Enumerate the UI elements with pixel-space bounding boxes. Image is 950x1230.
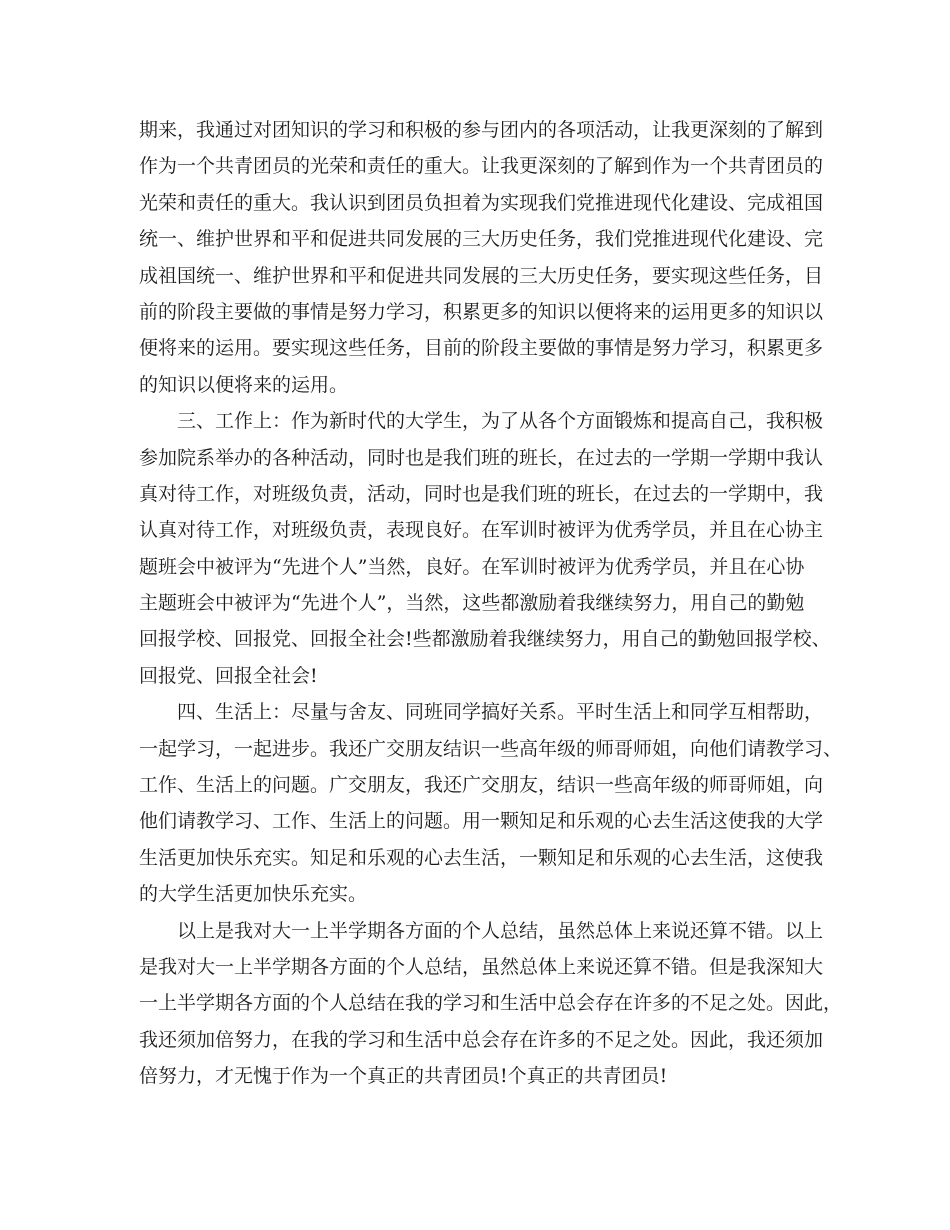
paragraph (139, 913, 843, 1095)
text-line: 真对待工作，对班级负责，活动，同时也是我们班的班长，在过去的一学期中，我 (139, 482, 824, 505)
document-body (139, 112, 843, 1095)
text-line: 是我对大一上半学期各方面的个人总结，虽然总体上来说还算不错。但是我深知大 (139, 955, 824, 978)
text-line: 回报学校、回报党、回报全社会!些都激励着我继续努力，用自己的勤勉回报学校、 (139, 628, 831, 651)
text-line: 主题班会中被评为“先进个人”，当然，这些都激励着我继续努力，用自己的勤勉 (139, 592, 805, 615)
text-line: 题班会中被评为“先进个人”当然，良好。在军训时被评为优秀学员，并且在心协 (139, 555, 805, 578)
text-line: 生活更加快乐充实。知足和乐观的心去生活，一颗知足和乐观的心去生活，这使我 (139, 846, 824, 869)
text-line: 作为一个共青团员的光荣和责任的重大。让我更深刻的了解到作为一个共青团员的 (139, 155, 824, 178)
text-line: 期来，我通过对团知识的学习和积极的参与团内的各项活动，让我更深刻的了解到 (139, 119, 824, 141)
text-line: 成祖国统一、维护世界和平和促进共同发展的三大历史任务，要实现这些任务，目 (139, 264, 824, 287)
text-line: 前的阶段主要做的事情是努力学习，积累更多的知识以便将来的运用更多的知识以 (139, 300, 824, 323)
paragraph (139, 694, 843, 912)
text-line: 三、工作上：作为新时代的大学生，为了从各个方面锻炼和提高自己，我积极 (177, 410, 824, 433)
paragraph (139, 112, 824, 403)
text-line: 的大学生活更加快乐充实。 (139, 883, 368, 906)
text-line: 的知识以便将来的运用。 (139, 373, 349, 396)
text-line: 认真对待工作，对班级负责，表现良好。在军训时被评为优秀学员，并且在心协主 (139, 519, 824, 542)
text-line: 参加院系举办的各种活动，同时也是我们班的班长，在过去的一学期一学期中我认 (139, 446, 824, 469)
text-line: 便将来的运用。要实现这些任务，目前的阶段主要做的事情是努力学习，积累更多 (139, 337, 824, 360)
text-line: 我还须加倍努力，在我的学习和生活中总会存在许多的不足之处。因此，我还须加 (139, 1028, 824, 1051)
text-line: 以上是我对大一上半学期各方面的个人总结，虽然总体上来说还算不错。以上 (177, 919, 824, 942)
text-line: 工作、生活上的问题。广交朋友，我还广交朋友，结识一些高年级的师哥师姐，向 (139, 774, 824, 797)
text-line: 一起学习，一起进步。我还广交朋友结识一些高年级的师哥师姐，向他们请教学习、 (139, 737, 843, 760)
text-line: 倍努力，才无愧于作为一个真正的共青团员!个真正的共青团员! (139, 1065, 668, 1088)
text-line: 统一、维护世界和平和促进共同发展的三大历史任务，我们党推进现代化建设、完 (139, 228, 824, 251)
text-line: 四、生活上：尽量与舍友、同班同学搞好关系。平时生活上和同学互相帮助， (177, 701, 824, 724)
text-line: 回报党、回报全社会! (139, 664, 318, 687)
paragraph (139, 403, 831, 694)
text-line: 光荣和责任的重大。我认识到团员负担着为实现我们党推进现代化建设、完成祖国 (139, 191, 824, 214)
text-line: 一上半学期各方面的个人总结在我的学习和生活中总会存在许多的不足之处。因此， (139, 992, 843, 1015)
text-line: 他们请教学习、工作、生活上的问题。用一颗知足和乐观的心去生活这使我的大学 (139, 810, 824, 833)
